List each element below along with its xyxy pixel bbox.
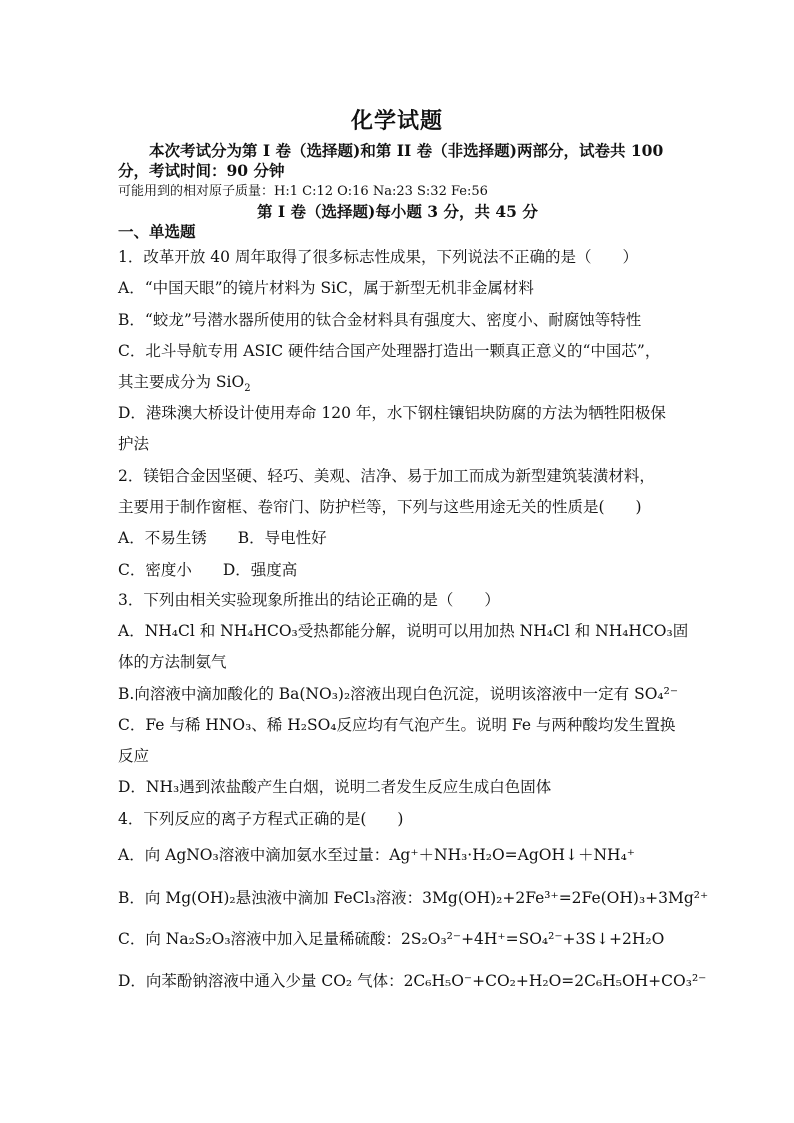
- q1-option-a: A．“中国天眼”的镜片材料为 SiC，属于新型无机非金属材料: [118, 279, 534, 297]
- q4-option-d: D．向苯酚钠溶液中通入少量 CO₂ 气体：2C₆H₅O⁻+CO₂+H₂O=2C₆H₅OH+CO₃²⁻: [118, 972, 707, 990]
- page-title: 化学试题: [350, 108, 443, 134]
- q3-option-d: D．NH₃遇到浓盐酸产生白烟，说明二者发生反应生成白色固体: [118, 778, 552, 796]
- atomic-masses: 可能用到的相对原子质量：H:1 C:12 O:16 Na:23 S:32 Fe:56: [118, 184, 488, 199]
- q3-stem: 3．下列由相关实验现象所推出的结论正确的是（ ）: [118, 591, 500, 609]
- q3-option-c: C．Fe 与稀 HNO₃、稀 H₂SO₄反应均有气泡产生。说明 Fe 与两种酸均发生置换: [118, 716, 676, 734]
- q2-options-ab: A．不易生锈 B．导电性好: [118, 529, 327, 547]
- q1-stem: 1．改革开放 40 周年取得了很多标志性成果，下列说法不正确的是（ ）: [118, 248, 638, 266]
- q4-option-b: B．向 Mg(OH)₂悬浊液中滴加 FeCl₃溶液：3Mg(OH)₂+2Fe³⁺=2Fe(OH)₃+3Mg²⁺: [118, 889, 709, 907]
- q4-option-c: C．向 Na₂S₂O₃溶液中加入足量稀硫酸：2S₂O₃²⁻+4H⁺=SO₄²⁻+3S↓+2H₂O: [118, 930, 665, 948]
- q4-option-a: A．向 AgNO₃溶液中滴加氨水至过量：Ag⁺＋NH₃·H₂O=AgOH↓＋NH₄⁺: [118, 846, 635, 864]
- q3-option-a: A．NH₄Cl 和 NH₄HCO₃受热都能分解，说明可以用加热 NH₄Cl 和 NH₄HCO₃固: [118, 622, 689, 640]
- intro-line-2: 分，考试时间：90 分钟: [118, 161, 285, 180]
- q3-option-a-cont: 体的方法制氨气: [118, 653, 227, 671]
- section-header: 第 I 卷（选择题)每小题 3 分，共 45 分: [257, 202, 538, 221]
- question-type: 一、单选题: [118, 222, 196, 241]
- q3-option-c-cont: 反应: [118, 747, 150, 765]
- q2-stem: 2．镁铝合金因坚硬、轻巧、美观、洁净、易于加工而成为新型建筑装潢材料，: [118, 467, 655, 485]
- q1-option-d: D．港珠澳大桥设计使用寿命 120 年，水下钢柱镶铝块防腐的方法为牺牲阳极保: [118, 404, 666, 422]
- q1-option-c-sub: 2: [244, 383, 251, 395]
- q3-option-b: B.向溶液中滴加酸化的 Ba(NO₃)₂溶液出现白色沉淀，说明该溶液中一定有 SO₄²⁻: [118, 685, 679, 703]
- q2-stem-cont: 主要用于制作窗框、卷帘门、防护栏等，下列与这些用途无关的性质是( ): [118, 498, 642, 516]
- q1-option-d-cont: 护法: [118, 435, 150, 453]
- q2-options-cd: C．密度小 D．强度高: [118, 561, 298, 579]
- q1-option-c-text: 其主要成分为 SiO: [118, 373, 245, 391]
- q1-option-c-cont: [118, 372, 251, 395]
- q1-option-c: C．北斗导航专用 ASIC 硬件结合国产处理器打造出一颗真正意义的“中国芯”，: [118, 342, 661, 360]
- intro-line-1: 本次考试分为第 I 卷（选择题)和第 II 卷（非选择题)两部分，试卷共 100: [149, 141, 664, 160]
- q4-stem: 4．下列反应的离子方程式正确的是( ): [118, 810, 404, 828]
- q1-option-b: B．“蛟龙”号潜水器所使用的钛合金材料具有强度大、密度小、耐腐蚀等特性: [118, 311, 642, 329]
